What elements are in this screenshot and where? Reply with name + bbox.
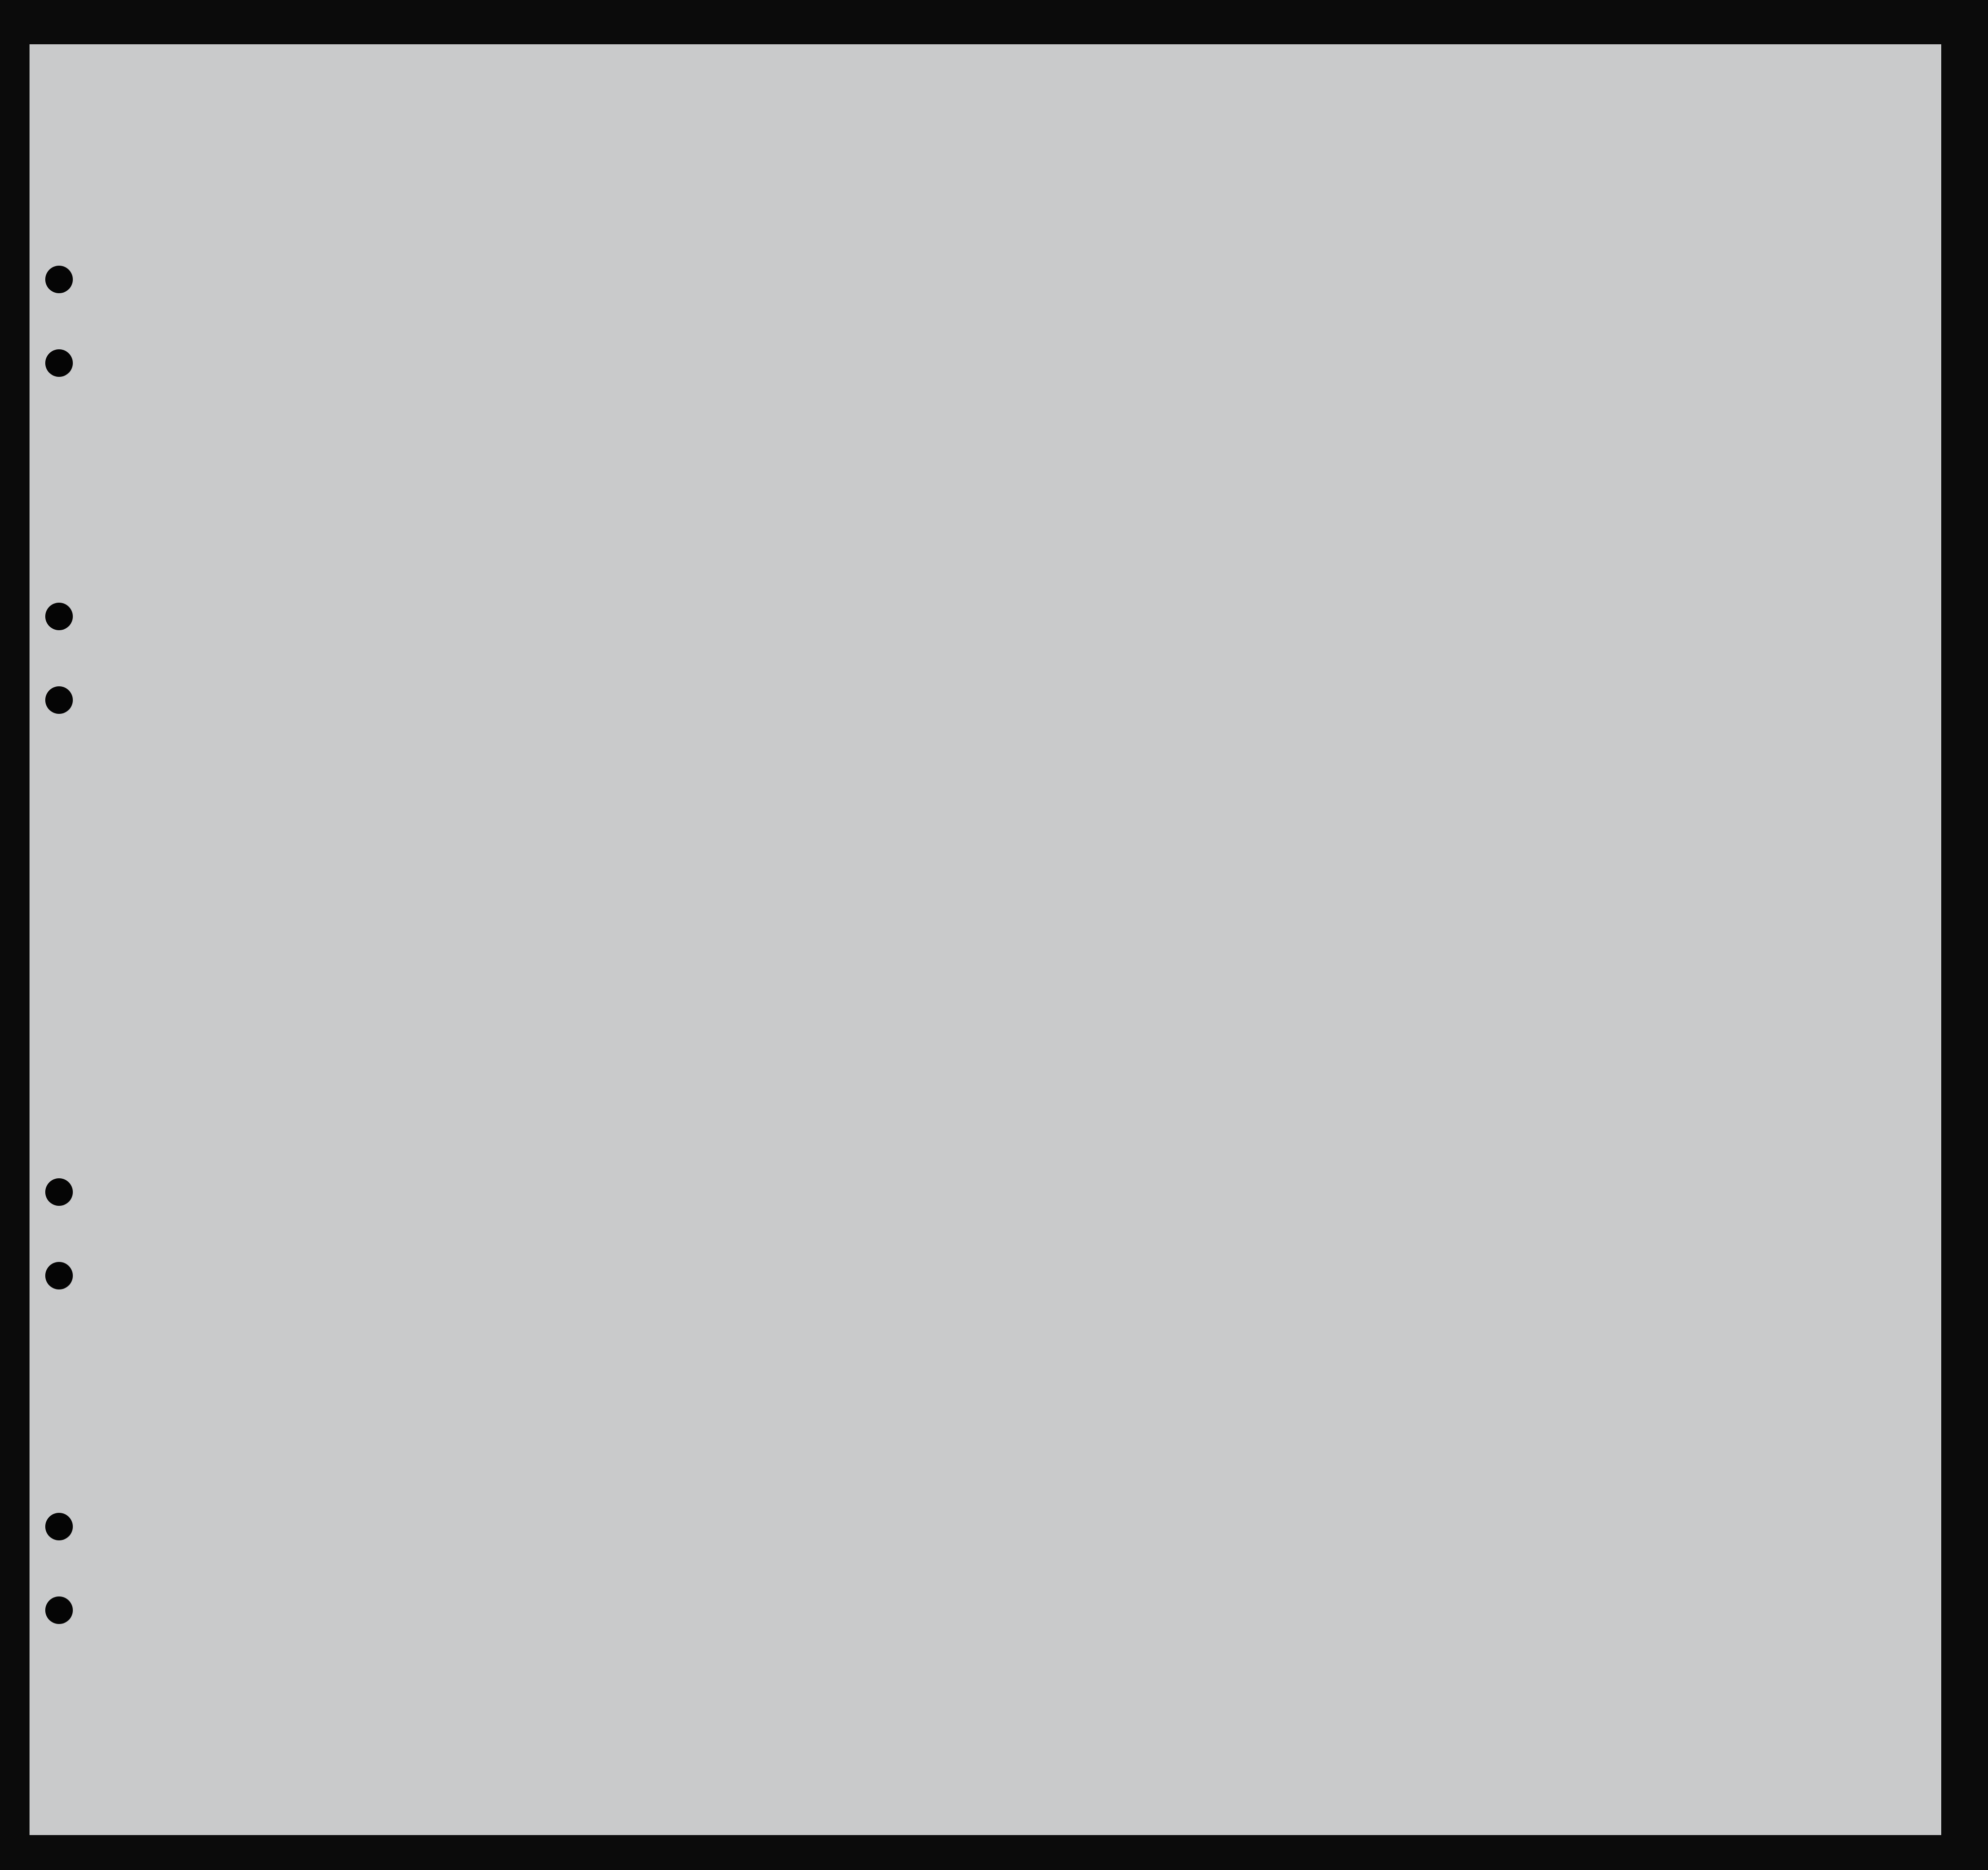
punch-hole bbox=[45, 603, 73, 630]
manifest-sheet bbox=[30, 44, 1941, 1835]
punch-hole bbox=[45, 1513, 73, 1540]
punch-hole bbox=[45, 1262, 73, 1289]
punch-hole bbox=[45, 1596, 73, 1624]
punch-hole bbox=[45, 349, 73, 377]
punch-hole bbox=[45, 1178, 73, 1206]
punch-hole bbox=[45, 686, 73, 714]
punch-hole bbox=[45, 266, 73, 293]
form-grid bbox=[30, 44, 1941, 1835]
